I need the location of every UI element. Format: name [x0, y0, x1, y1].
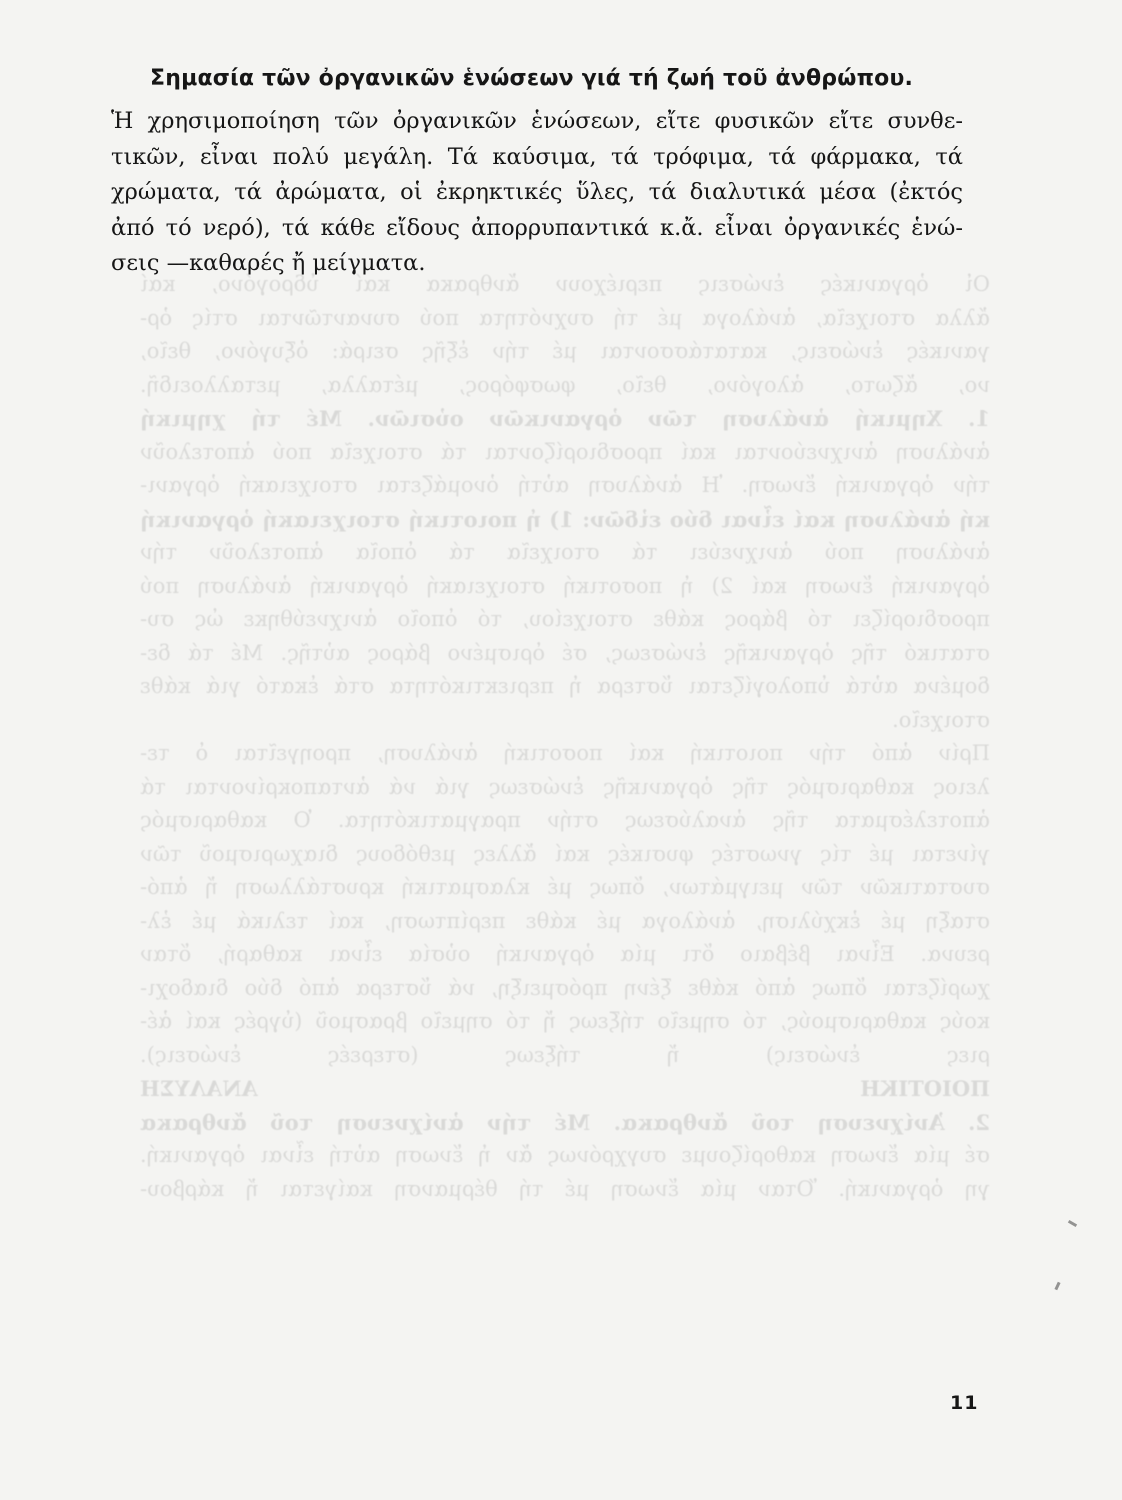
paragraph-line: τικῶν, εἶναι πολύ μεγάλη. Τά καύσιμα, τά τρόφιμα, τά φάρμακα, τά [111, 143, 963, 170]
paragraph-line: χρώματα, τά ἀρώματα, οἱ ἐκρηκτικές ὕλες, τά διαλυτικά μέσα (ἐκτός [111, 179, 963, 205]
paragraph-line: ἀπό τό νερό), τά κάθε εἴδους ἀπορρυπαντικά κ.ἄ. εἶναι ὀργανικές ἑνώ- [111, 214, 963, 241]
page-number: 11 [950, 1392, 979, 1414]
paragraph-line: Ἡ χρησιμοποίηση τῶν ὀργανικῶν ἑνώσεων, εἴτε φυσικῶν εἴτε συνθε- [111, 108, 963, 134]
show-through-text: Οἱ ὀργανικές ἑνώσεις περιέχουν ἄνθρακα καί ὑδρογόνο, καί ἄλλα στοιχεῖα, ἀνάλογα μέ τή συχνότητα πού συναντῶνται στίς ὀρ- γανικές ἑνώσεις, κατατάσσονται μέ τήν ἑξῆς σειρά: ὀξυγόνο, θεῖο, νο, ἄζωτο, ἀλογόνο, θεῖο, φωσφόρος, μέταλλα, μεταλλοειδῆ. 1. Χημική ἀνάλυση τῶν ὀργανικῶν οὐσιῶν. Μέ τή χημική ἀνάλυση ἀνιχνεύονται καί προσδιορίζονται τά στοιχεῖα πού ἀποτελοῦν τήν ὀργανική ἕνωση. Ἡ ἀνάλυση αὐτή ὀνομάζεται στοιχειακή ὀργανι- κή ἀνάλυση καί εἶναι δύο εἰδῶν: 1) ἡ ποιοτική στοιχειακή ὀργανική ἀνάλυση πού ἀνιχνεύει τά στοιχεῖα τά ὁποῖα ἀποτελοῦν τήν ὀργανική ἕνωση καί 2) ἡ ποσοτική στοιχειακή ὀργανική ἀνάλυση πού προσδιορίζει τό βάρος κάθε στοιχείου, τό ὁποῖο ἀνιχνεύθηκε ὡς συ- στατικό τῆς ὀργανικῆς ἑνώσεως, σέ ὁρισμένο βάρος αὐτῆς. Μέ τά δε- δομένα αὐτά ὑπολογίζεται ὕστερα ἡ περιεκτικότητα στά ἑκατό γιά κάθε στοιχεῖο. Πρίν ἀπό τήν ποιοτική καί ποσοτική ἀνάλυση, προηγεῖται ὁ τε- λειος καθαρισμός τῆς ὀργανικῆς ἑνώσεως γιά νά ἀνταποκρίνονται τά ἀποτελέσματα τῆς ἀναλύσεως στήν πραγματικότητα. Ὁ καθαρισμός γίνεται μέ τίς γνωστές φυσικές καί ἄλλες μεθόδους διαχωρισμοῦ τῶν συστατικῶν τῶν μειγμάτων, ὅπως μέ κλασματική κρυστάλλωση ἤ ἀπό- σταξη μέ ἐκχύλιση, ἀνάλογα μέ κάθε περίπτωση, καί τελικά μέ ἐλ- ρευνα. Εἶναι βέβαιο ὅτι μία ὀργανική οὐσία εἶναι καθαρή, ὅταν χωρίζεται ὅπως ἀπό κάθε ξένη πρόσμειξη, νά ὕστερα ἀπό δύο διαδοχι- κούς καθαρισμούς, τό σημεῖο τήξεως ἤ τό σημεῖο βρασμοῦ (ὑγρές καί ἀέ- ριες ἑνώσεις) ἤ τήξεως (στερεές ἑνώσεις). ΠΟΙΟΤΙΚΗ ΑΝΑΛΥΣΗ 2. Ἀνίχνευση τοῦ ἄνθρακα. Μέ τήν ἀνίχνευση τοῦ ἄνθρακα σέ μία ἕνωση καθορίζουμε συγχρόνως ἄν ἡ ἕνωση αὐτή εἶναι ὀργανική. γη ὀργανική. Ὅταν μία ἕνωση μέ τή θέρμανση καίγεται ἤ κάρβου- [140, 272, 990, 1201]
section-heading: Σημασία τῶν ὀργανικῶν ἑνώσεων γιά τή ζωή τοῦ ἀνθρώπου. [150, 66, 914, 91]
paragraph-line: σεις —καθαρές ἤ μείγματα. [111, 250, 426, 276]
scan-speck [1068, 1220, 1077, 1227]
scan-speck [1054, 1282, 1060, 1291]
body-paragraph [111, 104, 963, 282]
